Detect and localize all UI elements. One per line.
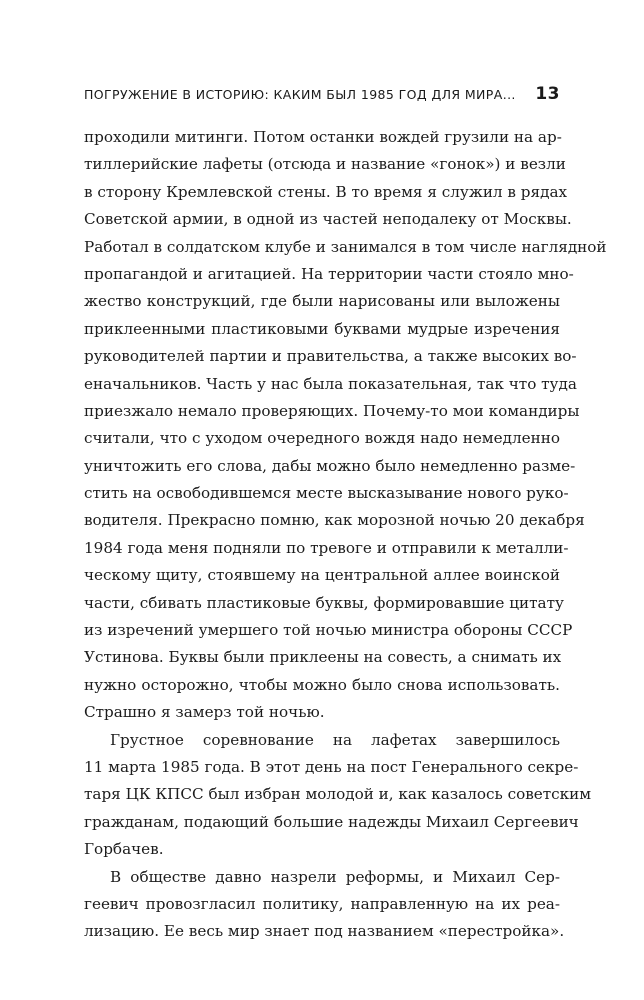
text-line: считали, что с уходом очередного вождя надо немедленно [84, 429, 560, 448]
text-line: 1984 года меня подняли по тревоге и отправили к металли- [84, 538, 569, 557]
running-title: ПОГРУЖЕНИЕ В ИСТОРИЮ: КАКИМ БЫЛ 1985 ГОД ДЛЯ МИРА... [84, 87, 516, 102]
text-line: лизацию. Ее весь мир знает под названием «перестройка». [84, 922, 565, 941]
text-line: части, сбивать пластиковые буквы, формировавшие цитату [84, 593, 564, 612]
text-line: приезжало немало проверяющих. Почему-то мои командиры [84, 401, 580, 420]
text-line: руководителей партии и правительства, а также высоких во- [84, 347, 577, 366]
text-line: проходили митинги. Потом останки вождей грузили на ар- [84, 128, 562, 146]
paragraph-3 [84, 864, 565, 946]
text-line: приклеенными пластиковыми буквами мудрые изречения [84, 319, 560, 338]
text-line: В обществе давно назрели реформы, и Михаил Сер- [110, 867, 560, 886]
paragraph-1 [84, 124, 607, 727]
text-line: стить на освободившемся месте высказывание нового руко- [84, 484, 569, 503]
page-number: 13 [535, 84, 560, 104]
paragraph-2 [84, 727, 592, 864]
text-line: пропагандой и агитацией. На территории части стояло мно- [84, 264, 574, 283]
text-line: жество конструкций, где были нарисованы или выложены [84, 292, 560, 311]
text-line: в сторону Кремлевской стены. В то время я служил в рядах [84, 182, 568, 201]
text-line: Устинова. Буквы были приклеены на совесть, а снимать их [84, 648, 562, 667]
text-line: гражданам, подающий большие надежды Михаил Сергеевич [84, 812, 579, 831]
text-line: Грустное соревнование на лафетах завершилось [110, 730, 560, 749]
text-line: таря ЦК КПСС был избран молодой и, как казалось советским [84, 785, 592, 804]
running-head [84, 84, 560, 106]
text-line: Страшно я замерз той ночью. [84, 703, 325, 722]
text-line: Работал в солдатском клубе и занимался в том числе наглядной [84, 237, 607, 256]
text-line: геевич провозгласил политику, направленную на их реа- [84, 894, 560, 913]
text-line: Советской армии, в одной из частей неподалеку от Москвы. [84, 210, 572, 229]
text-line: уничтожить его слова, дабы можно было немедленно разме- [84, 456, 576, 475]
text-line: ческому щиту, стоявшему на центральной аллее воинской [84, 566, 560, 585]
text-line: еначальников. Часть у нас была показательная, так что туда [84, 374, 577, 393]
text-line: Горбачев. [84, 840, 164, 859]
text-line: из изречений умершего той ночью министра обороны СССР [84, 621, 573, 640]
text-line: водителя. Прекрасно помню, как морозной ночью 20 декабря [84, 511, 585, 530]
text-line: тиллерийские лафеты (отсюда и название «гонок») и везли [84, 155, 566, 174]
body-text [84, 124, 607, 946]
text-line: нужно осторожно, чтобы можно было снова использовать. [84, 675, 560, 694]
text-line: 11 марта 1985 года. В этот день на пост Генерального секре- [84, 757, 579, 776]
